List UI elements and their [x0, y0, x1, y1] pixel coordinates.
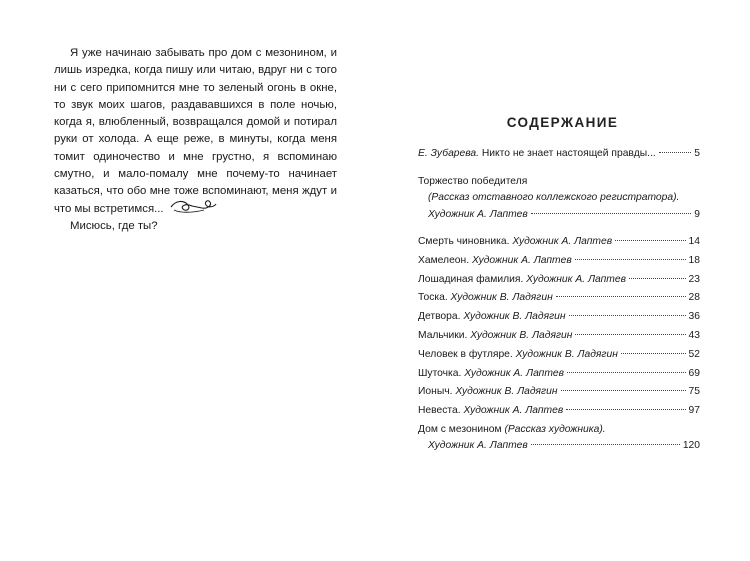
toc-plain-text: Дом с мезонином	[418, 423, 505, 435]
toc-plain-text: Человек в футляре.	[418, 348, 516, 360]
dot-leader	[531, 213, 691, 214]
toc-entry	[418, 368, 700, 385]
toc-entry	[418, 274, 700, 291]
dot-leader	[567, 372, 686, 373]
toc-page-number: 120	[682, 440, 700, 452]
toc-page-number: 75	[688, 386, 700, 398]
toc-entry-text	[428, 440, 528, 451]
toc-page-number: 43	[688, 329, 700, 341]
toc-entry	[418, 292, 700, 309]
toc-page-number: 97	[688, 405, 700, 417]
toc-italic-text: Художник А. Лаптев	[428, 208, 528, 220]
dot-leader	[659, 152, 692, 153]
toc-entry-text	[418, 349, 618, 360]
table-of-contents	[418, 148, 700, 459]
toc-entry	[418, 424, 700, 457]
toc-page-number: 23	[688, 273, 700, 285]
toc-italic-text: Художник В. Ладягин	[463, 311, 566, 323]
toc-plain-text: Лошадиная фамилия.	[418, 273, 527, 285]
toc-italic-text: Художник А. Лаптев	[512, 236, 613, 247]
toc-entry-line	[418, 330, 700, 347]
toc-entry	[418, 349, 700, 366]
toc-entry-line	[418, 192, 700, 209]
toc-entry-line	[418, 424, 700, 441]
toc-entry-text	[418, 311, 566, 322]
toc-plain-text: Торжество победителя	[418, 175, 528, 187]
toc-plain-text: Хамелеон.	[418, 254, 472, 266]
toc-entry-text	[418, 148, 656, 159]
dot-leader	[629, 278, 686, 279]
toc-italic-text: Художник В. Ладягин	[470, 329, 573, 341]
toc-italic-text: (Рассказ отставного коллежского регистратора).	[428, 192, 680, 203]
flourish-ornament-icon	[168, 196, 218, 218]
toc-italic-text: Художник А. Лаптев	[464, 367, 565, 379]
right-page	[375, 0, 750, 561]
toc-entry-line	[418, 368, 700, 385]
toc-entry-line	[418, 274, 700, 291]
toc-entry	[418, 311, 700, 328]
toc-page-number: 28	[688, 292, 700, 304]
toc-entry-text	[418, 176, 527, 187]
toc-entry-text	[418, 292, 553, 303]
toc-entry-line	[418, 209, 700, 226]
toc-entry-text	[418, 255, 572, 266]
toc-plain-text: Смерть чиновника.	[418, 236, 513, 247]
toc-plain-text: Ионыч.	[418, 386, 456, 398]
toc-entry-text	[428, 192, 679, 203]
toc-italic-text: Художник А. Лаптев	[463, 405, 564, 417]
toc-entry-line	[418, 255, 700, 272]
toc-page-number: 36	[688, 311, 700, 323]
toc-italic-text: Художник В. Ладягин	[455, 386, 558, 398]
toc-entry-line	[418, 405, 700, 422]
dot-leader	[561, 390, 686, 391]
toc-entry-line	[418, 440, 700, 457]
dot-leader	[575, 334, 685, 335]
toc-entry	[418, 176, 700, 226]
toc-entry-line	[418, 236, 700, 253]
toc-italic-text: Художник В. Ладягин	[450, 292, 553, 304]
dot-leader	[569, 315, 686, 316]
toc-entry	[418, 236, 700, 253]
toc-page-number: 52	[688, 348, 700, 360]
toc-italic-text: Художник А. Лаптев	[428, 440, 528, 452]
toc-plain-text: Невеста.	[418, 405, 464, 417]
toc-entry-line	[418, 176, 700, 193]
paragraph: Мисюсь, где ты?	[70, 219, 158, 232]
dot-leader	[556, 296, 686, 297]
dot-leader	[615, 240, 685, 241]
toc-entry	[418, 255, 700, 272]
toc-page-number: 18	[688, 254, 700, 266]
dot-leader	[621, 353, 686, 354]
toc-plain-text: Шуточка.	[418, 367, 465, 379]
dot-leader	[531, 444, 680, 445]
toc-page-number: 69	[688, 367, 700, 379]
toc-entry-line	[418, 311, 700, 328]
dot-leader	[575, 259, 686, 260]
toc-italic-text: (Рассказ художника).	[504, 423, 606, 435]
toc-heading: СОДЕРЖАНИЕ	[506, 115, 619, 130]
toc-italic-text: Е. Зубарева.	[418, 148, 479, 159]
dot-leader	[566, 409, 685, 410]
toc-entry-line	[418, 349, 700, 366]
paragraph: Я уже начинаю забывать про дом с мезонином, и лишь изредка, когда пишу или читаю, вдруг ни с того ни с сего припомнится мне то зеленый огонь в окне, то звук моих шагов, раздававшихся в поле ночью, когда я, влюбленный, возвращался домой и потирал руки от холода. А еще реже, в минуты, когда меня томит одиночество и мне грустно, я вспоминаю смутно, и мало-помалу мне почему-то начинает казаться, что обо мне тоже вспоминают, меня ждут и что мы встретимся...	[54, 47, 337, 215]
toc-entry-text	[418, 368, 564, 379]
toc-entry-text	[418, 424, 606, 435]
toc-italic-text: Художник А. Лаптев	[526, 273, 626, 285]
toc-page-number: 9	[694, 208, 700, 220]
toc-plain-text: Мальчики.	[418, 329, 471, 341]
toc-page-number: 14	[688, 236, 700, 247]
toc-entry	[418, 405, 700, 422]
toc-entry-line	[418, 292, 700, 309]
toc-entry	[418, 330, 700, 347]
toc-entry-text	[418, 274, 626, 285]
toc-entry-text	[418, 330, 572, 341]
toc-entry-line	[418, 386, 700, 403]
toc-plain-text: Тоска.	[418, 292, 451, 304]
toc-italic-text: Художник А. Лаптев	[471, 254, 572, 266]
toc-entry-text	[418, 405, 563, 416]
toc-after-text: Никто не знает настоящей правды...	[479, 148, 656, 159]
toc-entry-text	[428, 209, 528, 220]
toc-plain-text: Детвора.	[418, 311, 464, 323]
toc-entry	[418, 148, 700, 165]
toc-italic-text: Художник В. Ладягин	[515, 348, 618, 360]
toc-entry-text	[418, 236, 612, 247]
toc-entry-line	[418, 148, 700, 165]
toc-page-number: 5	[694, 148, 700, 159]
toc-entry-text	[418, 386, 558, 397]
toc-entry	[418, 386, 700, 403]
